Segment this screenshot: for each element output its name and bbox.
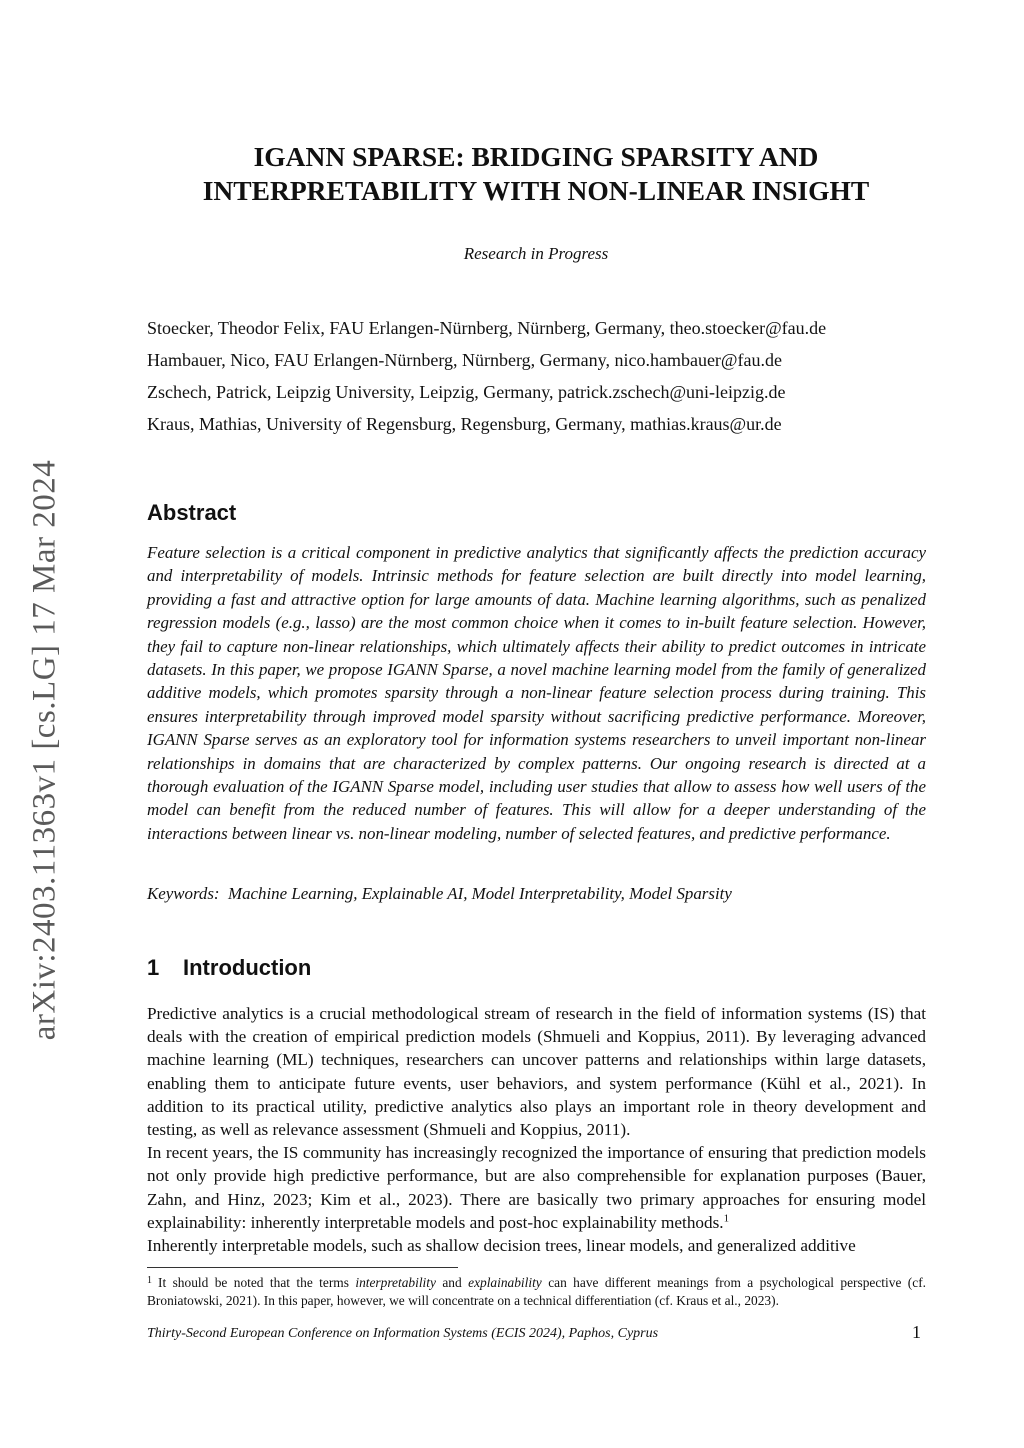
paper-title-line-1: IGANN SPARSE: BRIDGING SPARSITY AND [253, 141, 819, 172]
author-line: Zschech, Patrick, Leipzig University, Leipzig, Germany, patrick.zschech@uni-leipzig.de [147, 382, 786, 402]
intro-paragraph-2-text: In recent years, the IS community has increasingly recognized the importance of ensuring that prediction models not only provide high predictive performance, but are also comprehensible for explanation purposes (Bauer, Zahn, and Hinz, 2023; Kim et al., 2023). There are basically two primary approaches for ensuring model explainability: inherently interpretable models and post-hoc explainability methods. [147, 1143, 926, 1232]
abstract-heading: Abstract [147, 500, 237, 525]
footnote-marker: 1 [147, 1275, 152, 1286]
keywords-text: Machine Learning, Explainable AI, Model Interpretability, Model Sparsity [228, 884, 732, 903]
keywords-label: Keywords: [147, 884, 220, 903]
author-line: Kraus, Mathias, University of Regensburg, Regensburg, Germany, mathias.kraus@ur.de [147, 414, 782, 434]
arxiv-sidebar-stamp [0, 445, 90, 1055]
paper-title [140, 140, 932, 208]
introduction-body [147, 1002, 926, 1257]
section-title: Introduction [183, 955, 312, 980]
footnote-term-interpretability: interpretability [355, 1275, 436, 1290]
author-line: Stoecker, Theodor Felix, FAU Erlangen-Nürnberg, Nürnberg, Germany, theo.stoecker@fau.de [147, 318, 827, 338]
footnote-term-explainability: explainability [468, 1275, 542, 1290]
keywords-line [147, 884, 926, 904]
introduction-heading [147, 955, 311, 981]
section-number: 1 [147, 955, 160, 980]
footnote-divider [147, 1267, 458, 1268]
author-line: Hambauer, Nico, FAU Erlangen-Nürnberg, Nürnberg, Germany, nico.hambauer@fau.de [147, 350, 782, 370]
footnote-text-before: It should be noted that the terms [158, 1275, 349, 1290]
paper-title-line-2: INTERPRETABILITY WITH NON-LINEAR INSIGHT [202, 175, 870, 206]
intro-paragraph-3: Inherently interpretable models, such as shallow decision trees, linear models, and generalized additive [147, 1236, 856, 1256]
footnote-text-and: and [442, 1275, 462, 1290]
footnote-text-after: can have different meanings from a psychological perspective (cf. Broniatowski, 2021). In this paper, however, we will concentrate on a technical differentiation (cf. Kraus et al., 2023). [147, 1275, 927, 1309]
footnote [147, 1272, 926, 1311]
intro-paragraph-1: Predictive analytics is a crucial methodological stream of research in the field of information systems (IS) that deals with the creation of empirical prediction models (Shmueli and Koppius, 2011). By leveraging advanced machine learning (ML) techniques, researchers can uncover patterns and relationships within large datasets, enabling them to anticipate future events, user behaviors, and system performance (Kühl et al., 2021). In addition to its practical utility, predictive analytics also plays an important role in theory development and testing, as well as relevance assessment (Shmueli and Koppius, 2011). [147, 1004, 926, 1140]
footer-venue: Thirty-Second European Conference on Information Systems (ECIS 2024), Paphos, Cyprus [147, 1326, 659, 1341]
footnote-reference[interactable]: 1 [723, 1212, 730, 1225]
arxiv-id-label: arXiv:2403.11363v1 [cs.LG] 17 Mar 2024 [26, 459, 63, 1041]
author-list [147, 316, 947, 444]
abstract-text: Feature selection is a critical component in predictive analytics that significantly affects the prediction accuracy and interpretability of models. Intrinsic methods for feature selection are built directly into model learning, providing a fast and attractive option for large amounts of data. Machine learning algorithms, such as penalized regression models (e.g., lasso) are the most common choice when it comes to in-built feature selection. However, they fail to capture non-linear relationships, which ultimately affects their ability to predict outcomes in intricate datasets. In this paper, we propose IGANN Sparse, a novel machine learning model from the family of generalized additive models, which promotes sparsity through a non-linear feature selection process during training. This ensures interpretability through improved model sparsity without sacrificing predictive performance. Moreover, IGANN Sparse serves as an exploratory tool for information systems researchers to unveil important non-linear relationships in domains that are characterized by complex patterns. Our ongoing research is directed at a thorough evaluation of the IGANN Sparse model, including user studies that allow to assess how well users of the model can benefit from the reduced number of features. This will allow for a deeper understanding of the interactions between linear vs. non-linear modeling, number of selected features, and predictive performance. [147, 543, 926, 843]
intro-paragraph-2 [147, 1141, 926, 1234]
paper-subtitle: Research in Progress [463, 244, 609, 263]
page-number: 1 [912, 1322, 921, 1342]
